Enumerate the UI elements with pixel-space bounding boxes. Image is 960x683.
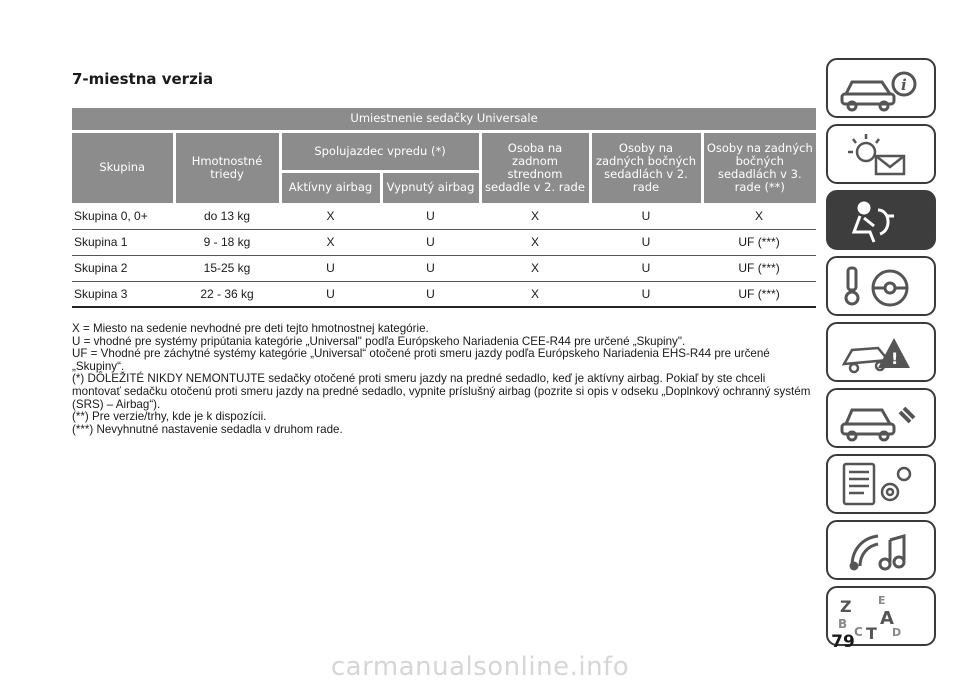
header-hmotnost: Hmotnostné triedy [174, 131, 280, 203]
tab-car-info[interactable] [826, 58, 936, 118]
page-number: 79 [831, 632, 855, 652]
svg-text:i: i [901, 76, 907, 94]
cell-3-rad: X [702, 203, 816, 229]
seat-airbag-icon [834, 196, 930, 246]
note-dolezite: (*) DÔLEŽITÉ NIKDY NEMONTUJTE sedačky otočené proti smeru jazdy na predné sedadlo, keď je aktívny airbag. Pokiaľ by ste chceli montovať sedačku otočenú proti smeru jazdy na predné sedadlo, vypnite príslušný airbag (pozrite si opis v odseku „Doplnkový ochranný systém (SRS) – Airbag“). [72, 372, 811, 411]
cell-aktivny: U [280, 255, 381, 281]
multimedia-icon [834, 526, 930, 576]
note-uf: UF = Vhodné pre záchytné systémy kategórie „Universal“ otočené proti smeru jazdy podľa Európskeho Nariadenia EHS-R44 pre určené „Skupiny“. [72, 347, 770, 373]
tab-emergency[interactable] [826, 322, 936, 382]
table-row [72, 203, 816, 229]
note-seat-adjust: (***) Nevyhnutné nastavenie sedadla v druhom rade. [72, 422, 343, 436]
cell-hmotnost: 22 - 36 kg [174, 281, 280, 307]
cell-skupina: Skupina 1 [72, 229, 174, 255]
cell-skupina: Skupina 0, 0+ [72, 203, 174, 229]
cell-3-rad: UF (***) [702, 255, 816, 281]
cell-2-rad: U [590, 203, 702, 229]
header-aktivny-airbag: Aktívny airbag [280, 171, 381, 203]
cell-hmotnost: 15-25 kg [174, 255, 280, 281]
cell-aktivny: X [280, 229, 381, 255]
car-crash-icon [834, 328, 930, 378]
index-letter: T [866, 624, 877, 642]
header-skupina: Skupina [72, 131, 174, 203]
cell-3-rad: UF (***) [702, 229, 816, 255]
specs-gear-icon [834, 460, 930, 510]
cell-aktivny: U [280, 281, 381, 307]
tab-service[interactable] [826, 388, 936, 448]
table-top-header: Umiestnenie sedačky Universale [72, 108, 816, 131]
header-osoby-3-rad: Osoby na zadných bočných sedadlách v 3. rade (**) [702, 131, 816, 203]
cell-stredna: X [480, 203, 590, 229]
cell-aktivny: X [280, 203, 381, 229]
tab-seat-airbag[interactable] [826, 190, 936, 250]
table-notes [72, 323, 817, 436]
table-row [72, 281, 816, 307]
car-info-icon [834, 64, 930, 114]
watermark: carmanualsonline.info [330, 652, 630, 682]
header-osoby-2-rad: Osoby na zadných bočných sedadlách v 2. rade [590, 131, 702, 203]
cell-hmotnost: 9 - 18 kg [174, 229, 280, 255]
tab-multimedia[interactable] [826, 520, 936, 580]
note-versions: (**) Pre verzie/trhy, kde je k dispozícii. [72, 410, 267, 424]
svg-text:!: ! [891, 349, 899, 368]
tab-warning-lights[interactable] [826, 124, 936, 184]
cell-vypnuty: U [381, 255, 480, 281]
child-seat-table [72, 108, 816, 308]
cell-stredna: X [480, 255, 590, 281]
car-service-icon [834, 394, 930, 444]
index-letter: E [878, 594, 886, 607]
cell-skupina: Skupina 3 [72, 281, 174, 307]
index-letter: D [892, 626, 902, 639]
cell-vypnuty: U [381, 203, 480, 229]
cell-vypnuty: U [381, 281, 480, 307]
cell-2-rad: U [590, 229, 702, 255]
index-letter: Z [840, 597, 852, 616]
index-letter: A [880, 608, 894, 629]
cell-vypnuty: U [381, 229, 480, 255]
index-letter: C [854, 625, 863, 639]
section-title: 7-miestna verzia [72, 70, 214, 88]
header-spolujazdec: Spolujazdec vpredu (*) [280, 131, 480, 171]
table-row [72, 229, 816, 255]
cell-3-rad: UF (***) [702, 281, 816, 307]
cell-hmotnost: do 13 kg [174, 203, 280, 229]
cell-skupina: Skupina 2 [72, 255, 174, 281]
cell-stredna: X [480, 229, 590, 255]
cell-stredna: X [480, 281, 590, 307]
cell-2-rad: U [590, 281, 702, 307]
table-row [72, 255, 816, 281]
key-steering-icon [834, 262, 930, 312]
warning-lights-icon [834, 130, 930, 180]
header-osoba-stredna: Osoba na zadnom strednom sedadle v 2. rade [480, 131, 590, 203]
tab-specs[interactable] [826, 454, 936, 514]
header-vypnuty-airbag: Vypnutý airbag [381, 171, 480, 203]
index-letter: B [838, 617, 848, 631]
note-x: X = Miesto na sedenie nevhodné pre deti tejto hmotnostnej kategórie. [72, 322, 429, 335]
note-u: U = vhodné pre systémy pripútania kategórie „Universal" podľa Európskeho Nariadenia CEE-R44 pre určené „Skupiny". [72, 334, 686, 348]
cell-2-rad: U [590, 255, 702, 281]
tab-key-steering[interactable] [826, 256, 936, 316]
